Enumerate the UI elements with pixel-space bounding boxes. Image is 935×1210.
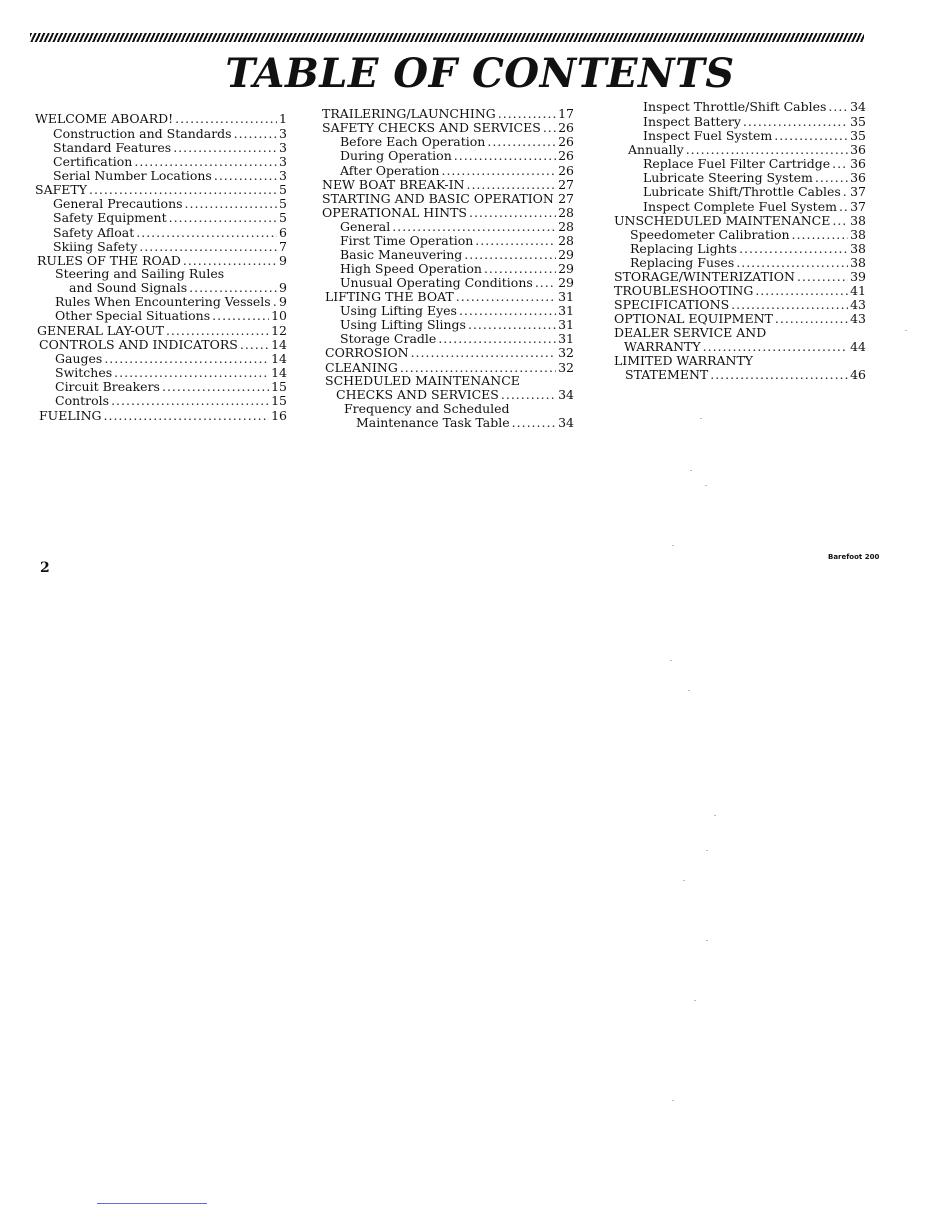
dot-leader (411, 346, 557, 360)
dot-leader (815, 171, 848, 185)
toc-entry-label: UNSCHEDULED MAINTENANCE (614, 213, 831, 228)
toc-entry-page: 31 (558, 317, 574, 332)
dot-leader (535, 276, 556, 290)
toc-entry-page: 31 (558, 303, 574, 318)
toc-entry-page: 5 (279, 182, 287, 197)
toc-entry-label: CLEANING (325, 360, 398, 375)
toc-entry-page: 5 (279, 210, 287, 225)
dot-leader (832, 157, 848, 171)
toc-entry-label: NEW BOAT BREAK-IN (322, 177, 465, 192)
toc-entry-label: GENERAL LAY-OUT (37, 323, 164, 338)
toc-entry-page: 1 (279, 111, 287, 126)
toc-entry-label: Inspect Fuel System (643, 128, 773, 143)
toc-entry-page: 15 (271, 379, 287, 394)
toc-entry (53, 169, 287, 183)
toc-entry-label: RULES OF THE ROAD (37, 253, 181, 268)
toc-entry (643, 115, 866, 129)
dot-leader (543, 121, 556, 135)
dot-leader (139, 240, 277, 254)
toc-entry (53, 240, 287, 254)
toc-entry-label: OPERATIONAL HINTS (322, 205, 467, 220)
toc-entry-page: 15 (271, 393, 287, 408)
toc-entry-label: Inspect Battery (643, 114, 741, 129)
toc-entry-page: 9 (279, 280, 287, 295)
toc-entry (55, 366, 287, 380)
toc-entry (630, 256, 866, 270)
toc-entry-page: 43 (850, 297, 866, 312)
toc-entry-page: 6 (279, 225, 287, 240)
toc-entry-page: 16 (271, 408, 287, 423)
toc-entry (614, 298, 866, 312)
toc-entry (37, 324, 287, 338)
toc-entry (340, 262, 574, 276)
toc-entry-label: CHECKS AND SERVICES (336, 387, 499, 402)
toc-entry-label: TRAILERING/LAUNCHING (322, 106, 496, 121)
dot-leader (89, 183, 277, 197)
toc-entry-page: 5 (279, 196, 287, 211)
dot-leader (710, 368, 848, 382)
toc-entry-page: 38 (850, 241, 866, 256)
toc-entry-page: 43 (850, 311, 866, 326)
toc-entry-page: 31 (558, 331, 574, 346)
dot-leader (686, 143, 848, 157)
toc-entry-label: Before Each Operation (340, 134, 486, 149)
toc-entry-page: 3 (279, 140, 287, 155)
toc-entry (322, 206, 574, 220)
dot-leader (162, 380, 269, 394)
toc-entry (340, 149, 574, 163)
toc-entry-page: 26 (558, 134, 574, 149)
dot-leader (736, 256, 848, 270)
toc-entry (53, 211, 287, 225)
toc-entry (340, 164, 574, 178)
toc-entry (643, 100, 866, 114)
toc-entry (55, 380, 287, 394)
toc-entry (55, 394, 287, 408)
dot-leader (240, 338, 269, 352)
toc-entry-label: SCHEDULED MAINTENANCE (325, 373, 520, 388)
toc-entry (340, 318, 574, 332)
dot-leader (512, 416, 556, 430)
toc-entry (340, 304, 574, 318)
toc-entry-label: Speedometer Calibration (630, 227, 790, 242)
toc-entry (53, 141, 287, 155)
toc-entry-label: CONTROLS AND INDICATORS (39, 337, 238, 352)
toc-entry-page: 28 (558, 205, 574, 220)
page-number: 2 (40, 560, 50, 576)
toc-entry-label: Other Special Situations (55, 308, 211, 323)
toc-entry-page: 26 (558, 163, 574, 178)
toc-entry (643, 171, 866, 185)
dot-leader (189, 281, 277, 295)
dot-leader (703, 340, 848, 354)
toc-entry-page: 44 (850, 339, 866, 354)
dot-leader (454, 149, 556, 163)
toc-entry (614, 214, 866, 228)
toc-entry-label: Safety Equipment (53, 210, 167, 225)
toc-entry-label: Certification (53, 154, 133, 169)
toc-entry (39, 409, 287, 423)
toc-entry-page: 3 (279, 126, 287, 141)
toc-entry-label: Serial Number Locations (53, 168, 212, 183)
toc-entry-page: 36 (850, 142, 866, 157)
toc-entry (625, 368, 866, 382)
toc-entry (624, 340, 866, 354)
toc-entry-label: After Operation (340, 163, 440, 178)
toc-entry (643, 157, 866, 171)
dot-leader (755, 284, 848, 298)
dot-leader (456, 290, 556, 304)
toc-entry (643, 129, 866, 143)
toc-entry (340, 220, 574, 234)
toc-entry-label: Unusual Operating Conditions (340, 275, 533, 290)
dot-leader (166, 324, 269, 338)
toc-entry (55, 309, 287, 323)
toc-entry (53, 197, 287, 211)
toc-entry-label: Basic Maneuvering (340, 247, 463, 262)
toc-entry-label: Construction and Standards (53, 126, 232, 141)
toc-entry-label: Using Lifting Eyes (340, 303, 457, 318)
toc-entry-label: Annually (628, 142, 684, 157)
toc-entry-page: 17 (558, 106, 574, 121)
dot-leader (104, 352, 269, 366)
toc-entry-page: 32 (558, 360, 574, 375)
toc-entry (356, 416, 574, 430)
toc-entry-page: 34 (558, 415, 574, 430)
toc-entry-page: 35 (850, 114, 866, 129)
toc-entry (614, 270, 866, 284)
bottom-rule (97, 1203, 207, 1204)
dot-leader (475, 234, 556, 248)
toc-entry-page: 37 (850, 184, 866, 199)
toc-entry-page: 14 (271, 365, 287, 380)
toc-entry-label: CORROSION (325, 345, 409, 360)
toc-entry-label: Replacing Lights (630, 241, 738, 256)
toc-entry (643, 200, 866, 214)
toc-entry-label: WELCOME ABOARD! (35, 111, 174, 126)
dot-leader (498, 107, 556, 121)
toc-entry-label: Skiing Safety (53, 239, 138, 254)
dot-leader (438, 332, 556, 346)
toc-entry-page: 38 (850, 255, 866, 270)
toc-entry (340, 332, 574, 346)
toc-entry-page: 28 (558, 219, 574, 234)
dot-leader (839, 200, 848, 214)
dot-leader (469, 206, 556, 220)
dot-leader (104, 409, 270, 423)
toc-entry (336, 388, 574, 402)
dot-leader (792, 228, 849, 242)
dot-leader (797, 270, 848, 284)
toc-entry (55, 352, 287, 366)
model-name: Barefoot 200 (828, 553, 880, 561)
toc-entry-page: 3 (279, 154, 287, 169)
toc-entry-label: Using Lifting Slings (340, 317, 466, 332)
dot-leader (114, 366, 269, 380)
toc-entry-label: General Precautions (53, 196, 183, 211)
dot-leader (731, 298, 848, 312)
toc-entry-label: During Operation (340, 148, 452, 163)
toc-entry-page: 38 (850, 213, 866, 228)
toc-entry-label: Storage Cradle (340, 331, 437, 346)
toc-entry (325, 290, 574, 304)
toc-entry-page: 3 (279, 168, 287, 183)
toc-entry-label: SAFETY (35, 182, 87, 197)
dot-leader (743, 115, 848, 129)
toc-entry (340, 248, 574, 262)
dot-leader (459, 304, 556, 318)
dot-leader (832, 214, 848, 228)
toc-entry-label: LIMITED WARRANTY (614, 353, 754, 368)
toc-entry (53, 226, 287, 240)
toc-entry-label: General (340, 219, 391, 234)
dot-leader (212, 309, 269, 323)
toc-entry-label: SAFETY CHECKS AND SERVICES (322, 120, 541, 135)
dot-leader (111, 394, 269, 408)
toc-entry-page: 41 (850, 283, 866, 298)
toc-entry (630, 228, 866, 242)
toc-entry-label: Replace Fuel Filter Cartridge (643, 156, 831, 171)
dot-leader (828, 100, 848, 114)
toc-entry-label: First Time Operation (340, 233, 474, 248)
toc-entry-page: 14 (271, 351, 287, 366)
toc-entry (614, 284, 866, 298)
toc-entry-label: DEALER SERVICE AND (614, 325, 767, 340)
toc-entry-page: 31 (558, 289, 574, 304)
toc-entry (322, 107, 574, 121)
toc-entry-page: 39 (850, 269, 866, 284)
toc-entry-label: Maintenance Task Table (356, 415, 510, 430)
toc-entry (39, 338, 287, 352)
toc-entry-label: and Sound Signals (69, 280, 188, 295)
toc-entry (322, 178, 574, 192)
toc-entry-label: Safety Afloat (53, 225, 135, 240)
toc-entry-label: WARRANTY (624, 339, 701, 354)
toc-entry (69, 281, 287, 295)
dot-leader (392, 220, 556, 234)
dot-leader (464, 248, 556, 262)
toc-entry (55, 267, 287, 281)
toc-entry-page: 26 (558, 148, 574, 163)
toc-entry-page: 32 (558, 345, 574, 360)
toc-entry-label: High Speed Operation (340, 261, 482, 276)
toc-entry (35, 183, 287, 197)
toc-entry-page: 14 (271, 337, 287, 352)
toc-entry-page: 37 (850, 199, 866, 214)
toc-entry (53, 155, 287, 169)
toc-entry (614, 326, 866, 340)
toc-entry (35, 112, 287, 126)
toc-entry-label: OPTIONAL EQUIPMENT (614, 311, 773, 326)
toc-entry-page: 35 (850, 128, 866, 143)
toc-entry-label: STARTING AND BASIC OPERATION (322, 191, 554, 206)
dot-leader (273, 295, 277, 309)
toc-entry-label: STORAGE/WINTERIZATION (614, 269, 795, 284)
toc-entry-page: 38 (850, 227, 866, 242)
dot-leader (775, 312, 848, 326)
toc-entry (55, 295, 287, 309)
dot-leader (484, 262, 556, 276)
toc-entry-label: LIFTING THE BOAT (325, 289, 454, 304)
dot-leader (487, 135, 556, 149)
toc-entry (344, 402, 574, 416)
toc-entry-label: FUELING (39, 408, 102, 423)
dot-leader (136, 226, 277, 240)
toc-entry-label: Replacing Fuses (630, 255, 735, 270)
toc-entry-label: STATEMENT (625, 367, 709, 382)
toc-entry-label: Inspect Throttle/Shift Cables (643, 99, 827, 114)
toc-entry (340, 276, 574, 290)
toc-entry-page: 46 (850, 367, 866, 382)
dot-leader (466, 178, 556, 192)
toc-entry (322, 121, 574, 135)
toc-entry (325, 374, 574, 388)
toc-entry (340, 234, 574, 248)
decorative-hatch-bar (30, 33, 864, 42)
toc-entry-page: 10 (271, 308, 287, 323)
toc-entry-page: 9 (279, 253, 287, 268)
dot-leader (175, 112, 277, 126)
dot-leader (468, 318, 556, 332)
toc-entry (53, 127, 287, 141)
toc-entry-page: 27 (558, 177, 574, 192)
toc-entry-page: 36 (850, 156, 866, 171)
toc-entry-label: TROUBLESHOOTING (614, 283, 754, 298)
toc-entry (643, 185, 866, 199)
dot-leader (134, 155, 277, 169)
dot-leader (214, 169, 277, 183)
toc-entry-page: 9 (279, 294, 287, 309)
toc-entry (614, 312, 866, 326)
toc-entry-page: 28 (558, 233, 574, 248)
toc-entry-label: Frequency and Scheduled (344, 401, 510, 416)
toc-entry (322, 192, 574, 206)
dot-leader (739, 242, 848, 256)
dot-leader (173, 141, 277, 155)
dot-leader (234, 127, 277, 141)
toc-entry-label: Steering and Sailing Rules (55, 266, 225, 281)
toc-entry-page: 29 (558, 275, 574, 290)
toc-entry-label: Circuit Breakers (55, 379, 160, 394)
dot-leader (169, 211, 277, 225)
toc-entry-page: 27 (558, 191, 574, 206)
toc-entry (340, 135, 574, 149)
toc-entry-page: 26 (558, 120, 574, 135)
toc-entry-label: Inspect Complete Fuel System (643, 199, 837, 214)
toc-entry-label: SPECIFICATIONS (614, 297, 730, 312)
toc-entry-page: 36 (850, 170, 866, 185)
toc-entry-page: 29 (558, 247, 574, 262)
toc-entry (628, 143, 866, 157)
dot-leader (843, 185, 848, 199)
toc-entry-page: 34 (850, 99, 866, 114)
toc-entry-label: Rules When Encountering Vessels (55, 294, 271, 309)
toc-entry-label: Lubricate Steering System (643, 170, 813, 185)
dot-leader (774, 129, 848, 143)
toc-entry-label: Switches (55, 365, 113, 380)
toc-entry-page: 7 (279, 239, 287, 254)
page-title: TABLE OF CONTENTS (225, 50, 735, 97)
toc-entry (325, 346, 574, 360)
dot-leader (441, 164, 556, 178)
toc-entry-page: 34 (558, 387, 574, 402)
toc-entry-label: Gauges (55, 351, 103, 366)
toc-entry-label: Lubricate Shift/Throttle Cables (643, 184, 841, 199)
toc-entry (614, 354, 866, 368)
toc-entry (630, 242, 866, 256)
dot-leader (501, 388, 556, 402)
toc-entry-page: 12 (271, 323, 287, 338)
toc-entry-label: Controls (55, 393, 110, 408)
toc-entry-page: 29 (558, 261, 574, 276)
toc-entry-label: Standard Features (53, 140, 172, 155)
dot-leader (185, 197, 278, 211)
